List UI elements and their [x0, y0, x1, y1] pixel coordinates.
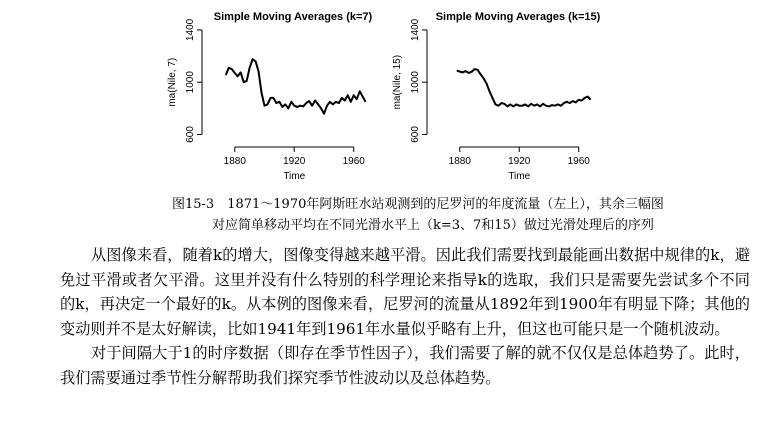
chart1-x-tick-label: 1920: [508, 156, 531, 167]
chart1-y-label: ma(Nile, 15): [392, 54, 403, 110]
chart0-title: Simple Moving Averages (k=7): [213, 11, 373, 23]
chart1-x-tick-label: 1960: [567, 156, 590, 167]
chart1-x-label: Time: [508, 171, 531, 182]
chart1-series-line: [457, 69, 591, 106]
figure-charts: [0, 0, 769, 190]
paragraph-2: 对于间隔大于1的时序数据（即存在季节性因子），我们需要了解的就不仅仅是总体趋势了。此时，我们需要通过季节性分解帮助我们探究季节性波动以及总体趋势。: [60, 344, 750, 387]
chart0-x-tick-label: 1920: [283, 156, 306, 167]
chart0-y-label: ma(Nile, 7): [167, 57, 178, 107]
chart1-x-tick-label: 1880: [448, 156, 471, 167]
chart0-series-line: [226, 59, 366, 113]
body-text: [60, 243, 750, 391]
chart1-y-tick-label: 600: [410, 126, 421, 143]
chart0-y-tick-label: 600: [185, 126, 196, 143]
chart0-x-tick-label: 1880: [223, 156, 246, 167]
chart-k15: [385, 6, 615, 184]
chart0-x-label: Time: [283, 171, 306, 182]
figure-caption: [172, 194, 664, 236]
caption-line-1: 图15-3 1871～1970年阿斯旺水站观测到的尼罗河的年度流量（左上），其余三幅图: [172, 197, 664, 212]
chart0-x-tick-label: 1960: [342, 156, 365, 167]
chart0-y-tick-label: 1000: [185, 71, 196, 94]
chart0-y-tick-label: 1400: [185, 18, 196, 42]
chart1-title: Simple Moving Averages (k=15): [435, 11, 601, 23]
caption-line-2: 对应简单移动平均在不同光滑水平上（k=3、7和15）做过光滑处理后的序列: [212, 218, 654, 233]
chart1-y-tick-label: 1000: [410, 71, 421, 94]
chart-k7: [160, 6, 390, 184]
paragraph-1: 从图像来看，随着k的增大，图像变得越来越平滑。因此我们需要找到最能画出数据中规律的k，避免过平滑或者欠平滑。这里并没有什么特别的科学理论来指导k的选取，我们只是需要先尝试多个不同的k，再决定一个最好的k。从本例的图像来看，尼罗河的流量从1892年到1900年有明显下降；其他的变动则并不是太好解读，比如1941年到1961年水量似乎略有上升，但这也可能只是一个随机波动。: [60, 246, 750, 338]
chart1-y-tick-label: 1400: [410, 18, 421, 42]
